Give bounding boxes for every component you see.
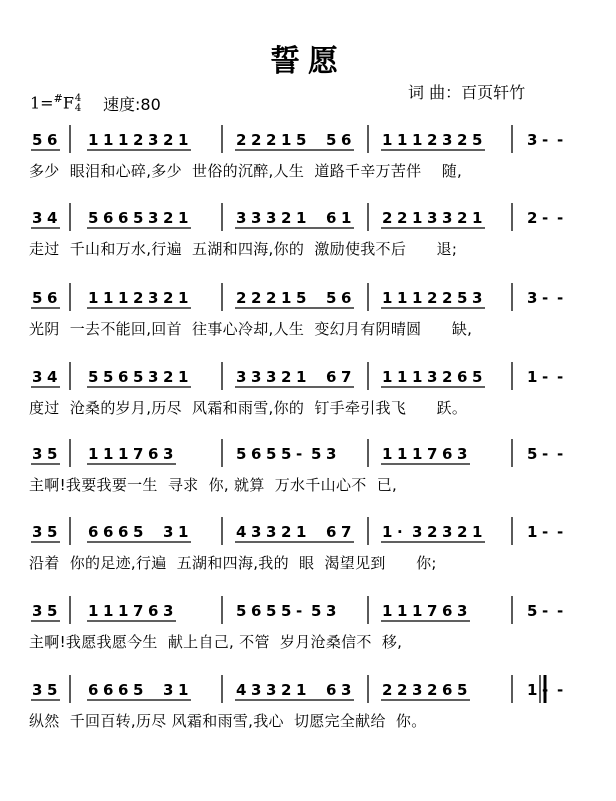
note: 6 bbox=[326, 681, 337, 699]
note: 1 bbox=[527, 681, 538, 699]
note: 2 bbox=[133, 131, 144, 149]
note: 7 bbox=[341, 368, 352, 386]
note: 5 bbox=[296, 131, 307, 149]
note: 2 bbox=[236, 131, 247, 149]
note: 5 bbox=[281, 445, 292, 463]
note: 3 bbox=[412, 523, 423, 541]
note: 3 bbox=[163, 681, 174, 699]
note: 5 bbox=[326, 289, 337, 307]
note: 3 bbox=[251, 209, 262, 227]
note: 3 bbox=[148, 131, 159, 149]
note: 5 bbox=[133, 209, 144, 227]
note: 1 bbox=[412, 289, 423, 307]
note: 3 bbox=[412, 681, 423, 699]
note: - bbox=[542, 602, 549, 620]
note: 6 bbox=[457, 368, 468, 386]
note: 3 bbox=[527, 131, 538, 149]
note: 4 bbox=[236, 681, 247, 699]
note: 5 bbox=[236, 445, 247, 463]
note: 2 bbox=[281, 681, 292, 699]
note: - bbox=[296, 602, 303, 620]
note: 1 bbox=[472, 523, 483, 541]
note: 1 bbox=[527, 368, 538, 386]
note: 5 bbox=[47, 523, 58, 541]
note: 1 bbox=[118, 445, 129, 463]
note: 1 bbox=[527, 523, 538, 541]
note: 3 bbox=[457, 602, 468, 620]
note: - bbox=[557, 681, 564, 699]
note: 2 bbox=[281, 368, 292, 386]
note: 6 bbox=[341, 289, 352, 307]
tempo-marking: 速度:80 bbox=[103, 95, 161, 114]
note: 2 bbox=[163, 209, 174, 227]
note: 3 bbox=[32, 523, 43, 541]
note: 1 bbox=[412, 209, 423, 227]
note: 1 bbox=[296, 681, 307, 699]
note: 1 bbox=[296, 368, 307, 386]
note: 3 bbox=[266, 368, 277, 386]
note: 2 bbox=[457, 523, 468, 541]
note: 6 bbox=[47, 131, 58, 149]
lyric-line: 纵然 千回百转,历尽 风霜和雨雪,我心 切愿完全献给 你。 bbox=[29, 712, 427, 730]
note: 2 bbox=[427, 681, 438, 699]
lyric-line: 主啊!我愿我愿今生 献上自己, 不管 岁月沧桑信不 移, bbox=[29, 633, 403, 651]
note: 3 bbox=[236, 209, 247, 227]
note: 3 bbox=[32, 681, 43, 699]
note: 1 bbox=[103, 445, 114, 463]
time-bottom: 4 bbox=[74, 102, 82, 114]
note: 1 bbox=[412, 131, 423, 149]
note: 5 bbox=[266, 445, 277, 463]
lyric-line: 光阴 一去不能回,回首 往事心冷却,人生 变幻月有阴晴圆 缺, bbox=[29, 320, 473, 338]
note: 6 bbox=[118, 681, 129, 699]
note: 3 bbox=[472, 289, 483, 307]
note: 3 bbox=[427, 209, 438, 227]
note: 6 bbox=[251, 602, 262, 620]
note: 7 bbox=[427, 445, 438, 463]
note: 2 bbox=[281, 523, 292, 541]
note: 1 bbox=[472, 209, 483, 227]
note: 1 bbox=[397, 602, 408, 620]
note: 2 bbox=[163, 289, 174, 307]
note: 3 bbox=[148, 368, 159, 386]
note: 6 bbox=[103, 523, 114, 541]
note: 1 bbox=[281, 131, 292, 149]
note: 1 bbox=[296, 209, 307, 227]
note: 1 bbox=[296, 523, 307, 541]
note: 3 bbox=[442, 209, 453, 227]
note: 1 bbox=[178, 209, 189, 227]
note: 6 bbox=[326, 523, 337, 541]
note: 3 bbox=[32, 602, 43, 620]
note: 5 bbox=[133, 523, 144, 541]
note: 5 bbox=[311, 445, 322, 463]
note: 1 bbox=[118, 131, 129, 149]
note: 5 bbox=[296, 289, 307, 307]
note: 6 bbox=[118, 523, 129, 541]
note: 1 bbox=[382, 289, 393, 307]
note: 3 bbox=[527, 289, 538, 307]
note: 6 bbox=[118, 209, 129, 227]
lyric-line: 主啊!我要我要一生 寻求 你, 就算 万水千山心不 已, bbox=[29, 476, 398, 494]
note: - bbox=[557, 445, 564, 463]
note: - bbox=[542, 368, 549, 386]
note: - bbox=[542, 681, 549, 699]
note: 1 bbox=[88, 602, 99, 620]
note: · bbox=[397, 523, 403, 541]
note: 5 bbox=[472, 131, 483, 149]
note: - bbox=[557, 209, 564, 227]
note: 2 bbox=[427, 131, 438, 149]
note: 5 bbox=[47, 602, 58, 620]
note: 5 bbox=[47, 681, 58, 699]
note: 7 bbox=[427, 602, 438, 620]
lyric-line: 沿着 你的足迹,行遍 五湖和四海,我的 眼 渴望见到 你; bbox=[29, 554, 437, 572]
note: - bbox=[542, 445, 549, 463]
note: 5 bbox=[527, 445, 538, 463]
sharp-sign: # bbox=[53, 92, 63, 105]
note: 2 bbox=[527, 209, 538, 227]
note: 5 bbox=[457, 289, 468, 307]
note: 2 bbox=[251, 131, 262, 149]
note: 5 bbox=[281, 602, 292, 620]
note: 3 bbox=[32, 445, 43, 463]
note: 3 bbox=[251, 681, 262, 699]
note: 3 bbox=[163, 602, 174, 620]
note: 2 bbox=[163, 131, 174, 149]
note: 7 bbox=[341, 523, 352, 541]
note: 6 bbox=[103, 209, 114, 227]
key-note: F bbox=[62, 93, 74, 113]
note: 3 bbox=[442, 523, 453, 541]
note: 3 bbox=[163, 523, 174, 541]
note: 1 bbox=[178, 368, 189, 386]
note: - bbox=[542, 289, 549, 307]
note: 6 bbox=[326, 368, 337, 386]
note: 1 bbox=[397, 131, 408, 149]
note: 5 bbox=[236, 602, 247, 620]
note: - bbox=[557, 523, 564, 541]
note: 6 bbox=[341, 131, 352, 149]
lyric-line: 走过 千山和万水,行遍 五湖和四海,你的 激励使我不后 退; bbox=[29, 240, 458, 258]
note: 2 bbox=[266, 289, 277, 307]
note: 1 bbox=[397, 445, 408, 463]
note: 5 bbox=[88, 209, 99, 227]
note: 1 bbox=[382, 523, 393, 541]
note: 6 bbox=[326, 209, 337, 227]
note: 4 bbox=[236, 523, 247, 541]
note: 4 bbox=[47, 209, 58, 227]
note: 1 bbox=[118, 289, 129, 307]
note: 5 bbox=[103, 368, 114, 386]
note: 1 bbox=[382, 368, 393, 386]
note: 3 bbox=[326, 602, 337, 620]
note: 1 bbox=[88, 131, 99, 149]
note: - bbox=[557, 368, 564, 386]
note: 1 bbox=[178, 523, 189, 541]
note: 4 bbox=[47, 368, 58, 386]
note: 2 bbox=[133, 289, 144, 307]
note: 5 bbox=[133, 368, 144, 386]
note: 5 bbox=[472, 368, 483, 386]
note: - bbox=[296, 445, 303, 463]
note: 2 bbox=[382, 209, 393, 227]
note: 1 bbox=[412, 445, 423, 463]
note: - bbox=[557, 289, 564, 307]
note: 3 bbox=[457, 445, 468, 463]
note: 3 bbox=[163, 445, 174, 463]
note: 2 bbox=[427, 523, 438, 541]
note: 3 bbox=[341, 681, 352, 699]
note: 5 bbox=[527, 602, 538, 620]
note: 2 bbox=[251, 289, 262, 307]
note: 5 bbox=[88, 368, 99, 386]
note: 1 bbox=[178, 131, 189, 149]
note: 2 bbox=[163, 368, 174, 386]
note: 1 bbox=[382, 131, 393, 149]
note: 6 bbox=[103, 681, 114, 699]
note: 6 bbox=[47, 289, 58, 307]
note: 6 bbox=[118, 368, 129, 386]
note: 3 bbox=[236, 368, 247, 386]
note: 1 bbox=[118, 602, 129, 620]
note: 3 bbox=[251, 368, 262, 386]
note: 2 bbox=[427, 289, 438, 307]
note: 3 bbox=[148, 289, 159, 307]
note: 5 bbox=[47, 445, 58, 463]
note: 3 bbox=[427, 368, 438, 386]
page-title: 誓愿 bbox=[270, 44, 346, 79]
note: 3 bbox=[148, 209, 159, 227]
note: 1 bbox=[103, 131, 114, 149]
note: 1 bbox=[382, 445, 393, 463]
note: - bbox=[557, 131, 564, 149]
note: 3 bbox=[266, 681, 277, 699]
note: 2 bbox=[236, 289, 247, 307]
note: 1 bbox=[88, 445, 99, 463]
note: 5 bbox=[457, 681, 468, 699]
note: 1 bbox=[412, 602, 423, 620]
note: 1 bbox=[412, 368, 423, 386]
note: 2 bbox=[397, 209, 408, 227]
note: 1 bbox=[178, 289, 189, 307]
note: 5 bbox=[311, 602, 322, 620]
composer-credit: 词 曲：百页轩竹 bbox=[408, 83, 526, 102]
note: 2 bbox=[266, 131, 277, 149]
note: 6 bbox=[442, 681, 453, 699]
note: 3 bbox=[266, 523, 277, 541]
note: 5 bbox=[326, 131, 337, 149]
note: 2 bbox=[281, 209, 292, 227]
note: - bbox=[542, 209, 549, 227]
time-top: 4 bbox=[74, 92, 82, 104]
note: - bbox=[542, 131, 549, 149]
note: 6 bbox=[88, 523, 99, 541]
note: 3 bbox=[32, 209, 43, 227]
note: 1 bbox=[397, 368, 408, 386]
note: 5 bbox=[266, 602, 277, 620]
note: 2 bbox=[397, 681, 408, 699]
note: 5 bbox=[133, 681, 144, 699]
note: 6 bbox=[148, 602, 159, 620]
note: 1 bbox=[103, 289, 114, 307]
lyric-line: 多少 眼泪和心碎,多少 世俗的沉醉,人生 道路千辛万苦伴 随, bbox=[29, 162, 463, 180]
note: 3 bbox=[251, 523, 262, 541]
note: 6 bbox=[88, 681, 99, 699]
note: 1 bbox=[281, 289, 292, 307]
note: 2 bbox=[457, 209, 468, 227]
note: 6 bbox=[442, 445, 453, 463]
note: 3 bbox=[266, 209, 277, 227]
note: 6 bbox=[148, 445, 159, 463]
note: 1 bbox=[341, 209, 352, 227]
note: 2 bbox=[442, 289, 453, 307]
note: 1 bbox=[178, 681, 189, 699]
note: 1 bbox=[382, 602, 393, 620]
note: 2 bbox=[382, 681, 393, 699]
note: 2 bbox=[442, 368, 453, 386]
note: - bbox=[557, 602, 564, 620]
note: 1 bbox=[103, 602, 114, 620]
note: 6 bbox=[251, 445, 262, 463]
note: 3 bbox=[32, 368, 43, 386]
note: 6 bbox=[442, 602, 453, 620]
note: 5 bbox=[32, 289, 43, 307]
note: 1 bbox=[88, 289, 99, 307]
note: 2 bbox=[457, 131, 468, 149]
key-prefix: 1= bbox=[30, 93, 54, 113]
note: 7 bbox=[133, 445, 144, 463]
note: 3 bbox=[442, 131, 453, 149]
note: 7 bbox=[133, 602, 144, 620]
note: - bbox=[542, 523, 549, 541]
note: 1 bbox=[397, 289, 408, 307]
lyric-line: 度过 沧桑的岁月,历尽 风霜和雨雪,你的 钉手牵引我飞 跃。 bbox=[29, 399, 468, 417]
note: 5 bbox=[32, 131, 43, 149]
note: 3 bbox=[326, 445, 337, 463]
